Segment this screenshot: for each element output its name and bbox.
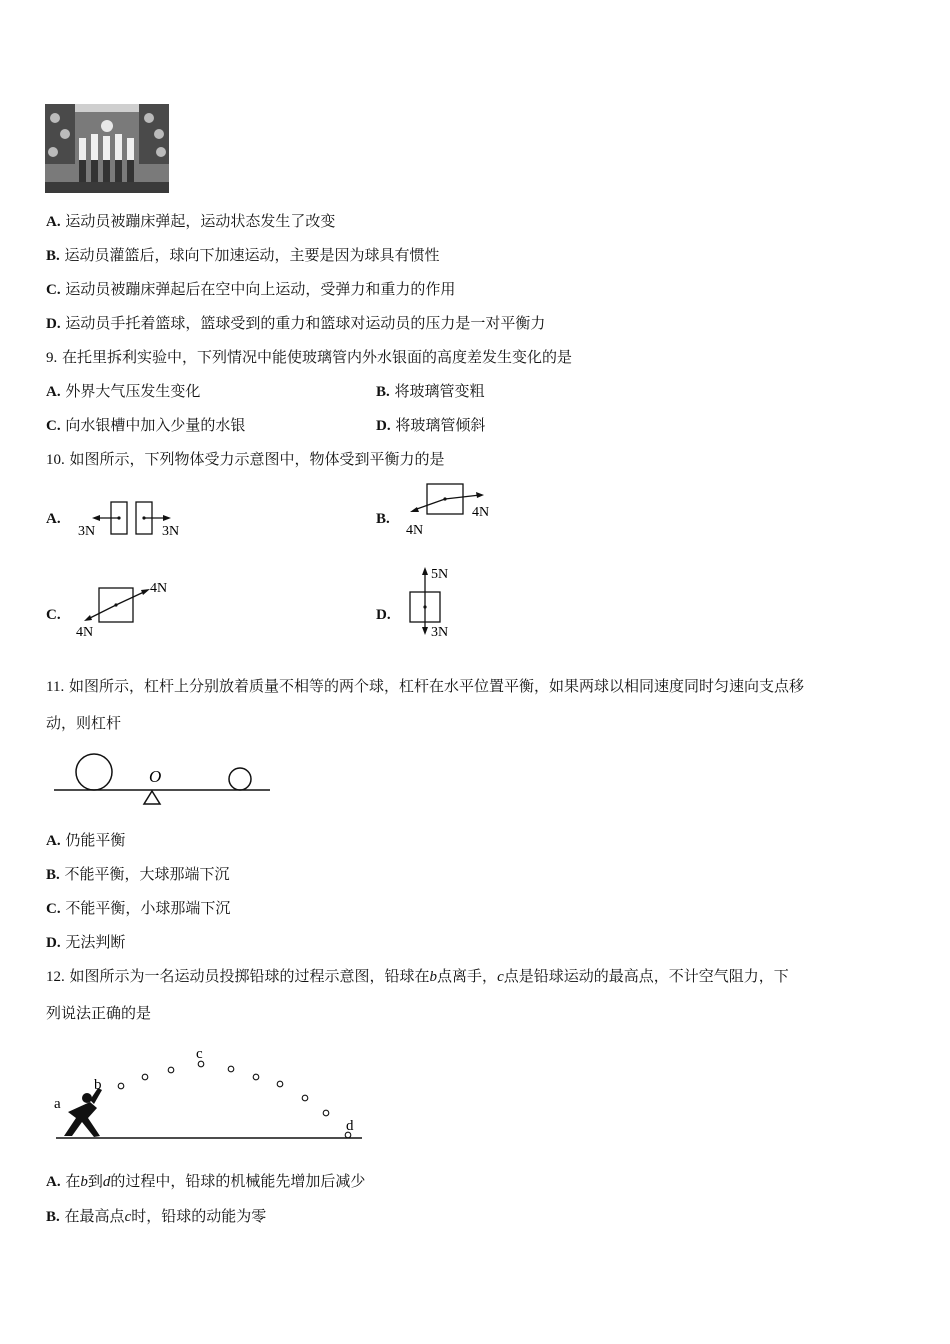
q8-option-b[interactable]: B. 运动员灌篮后，球向下加速运动，主要是因为球具有惯性	[46, 246, 440, 264]
q10-figure-a	[74, 490, 194, 550]
q10-stem: 10. 如图所示，下列物体受力示意图中，物体受到平衡力的是	[46, 450, 445, 468]
q10-b-force-right: 4N	[472, 505, 490, 520]
q12-shot-put-figure	[50, 1040, 370, 1149]
q12-point-d: d	[346, 1118, 354, 1134]
q12-point-c: c	[196, 1046, 203, 1062]
q10-a-force-right: 3N	[162, 524, 180, 539]
q10-d-force-up: 5N	[431, 567, 449, 582]
q10-c-force-left: 4N	[76, 625, 94, 640]
q8-option-d[interactable]: D. 运动员手托着篮球，篮球受到的重力和篮球对运动员的压力是一对平衡力	[46, 314, 546, 332]
q11-lever-figure	[50, 752, 275, 816]
q10-figure-b	[400, 478, 510, 546]
q11-stem-line2: 动，则杠杆	[46, 714, 122, 732]
q10-option-a-label[interactable]: A.	[46, 511, 61, 527]
q12-stem-line2: 列说法正确的是	[46, 1004, 152, 1022]
q10-b-force-left: 4N	[406, 523, 424, 538]
q12-option-a[interactable]: A. 在b到d的过程中，铅球的机械能先增加后减少	[46, 1172, 366, 1190]
q8-option-a[interactable]: A. 运动员被蹦床弹起，运动状态发生了改变	[46, 212, 336, 230]
q9-option-a[interactable]: A. 外界大气压发生变化	[46, 382, 201, 400]
q11-option-c[interactable]: C. 不能平衡，小球那端下沉	[46, 899, 231, 917]
q10-option-d-label[interactable]: D.	[376, 607, 391, 623]
q11-stem-line1: 11. 如图所示，杠杆上分别放着质量不相等的两个球，杠杆在水平位置平衡，如果两球以相同速度同时匀速向支点移	[46, 677, 804, 695]
trampoline-basketball-photo	[45, 104, 169, 193]
q12-point-a: a	[54, 1096, 61, 1112]
q10-figure-c	[72, 574, 182, 648]
q8-option-c[interactable]: C. 运动员被蹦床弹起后在空中向上运动，受弹力和重力的作用	[46, 280, 456, 298]
q12-point-b: b	[94, 1077, 102, 1093]
q9-stem: 9. 在托里拆利实验中，下列情况中能使玻璃管内外水银面的高度差发生变化的是	[46, 348, 573, 366]
q10-c-force-right: 4N	[150, 581, 168, 596]
q12-stem-line1: 12. 如图所示为一名运动员投掷铅球的过程示意图，铅球在b点离手，c点是铅球运动的最高点，不计空气阻力，下	[46, 967, 789, 985]
q10-a-force-left: 3N	[78, 524, 96, 539]
q11-option-a[interactable]: A. 仍能平衡	[46, 831, 126, 849]
q9-option-d[interactable]: D. 将玻璃管倾斜	[376, 416, 486, 434]
q11-option-b[interactable]: B. 不能平衡，大球那端下沉	[46, 865, 230, 883]
q12-option-b[interactable]: B. 在最高点c时，铅球的动能为零	[46, 1207, 267, 1225]
q9-option-c[interactable]: C. 向水银槽中加入少量的水银	[46, 416, 246, 434]
q9-option-b[interactable]: B. 将玻璃管变粗	[376, 382, 485, 400]
athlete-icon	[64, 1088, 102, 1137]
q11-option-d[interactable]: D. 无法判断	[46, 933, 126, 951]
q10-option-c-label[interactable]: C.	[46, 607, 61, 623]
q10-d-force-down: 3N	[431, 625, 449, 640]
q11-pivot-label: O	[149, 767, 162, 786]
q10-option-b-label[interactable]: B.	[376, 511, 390, 527]
q10-figure-d	[400, 562, 470, 648]
